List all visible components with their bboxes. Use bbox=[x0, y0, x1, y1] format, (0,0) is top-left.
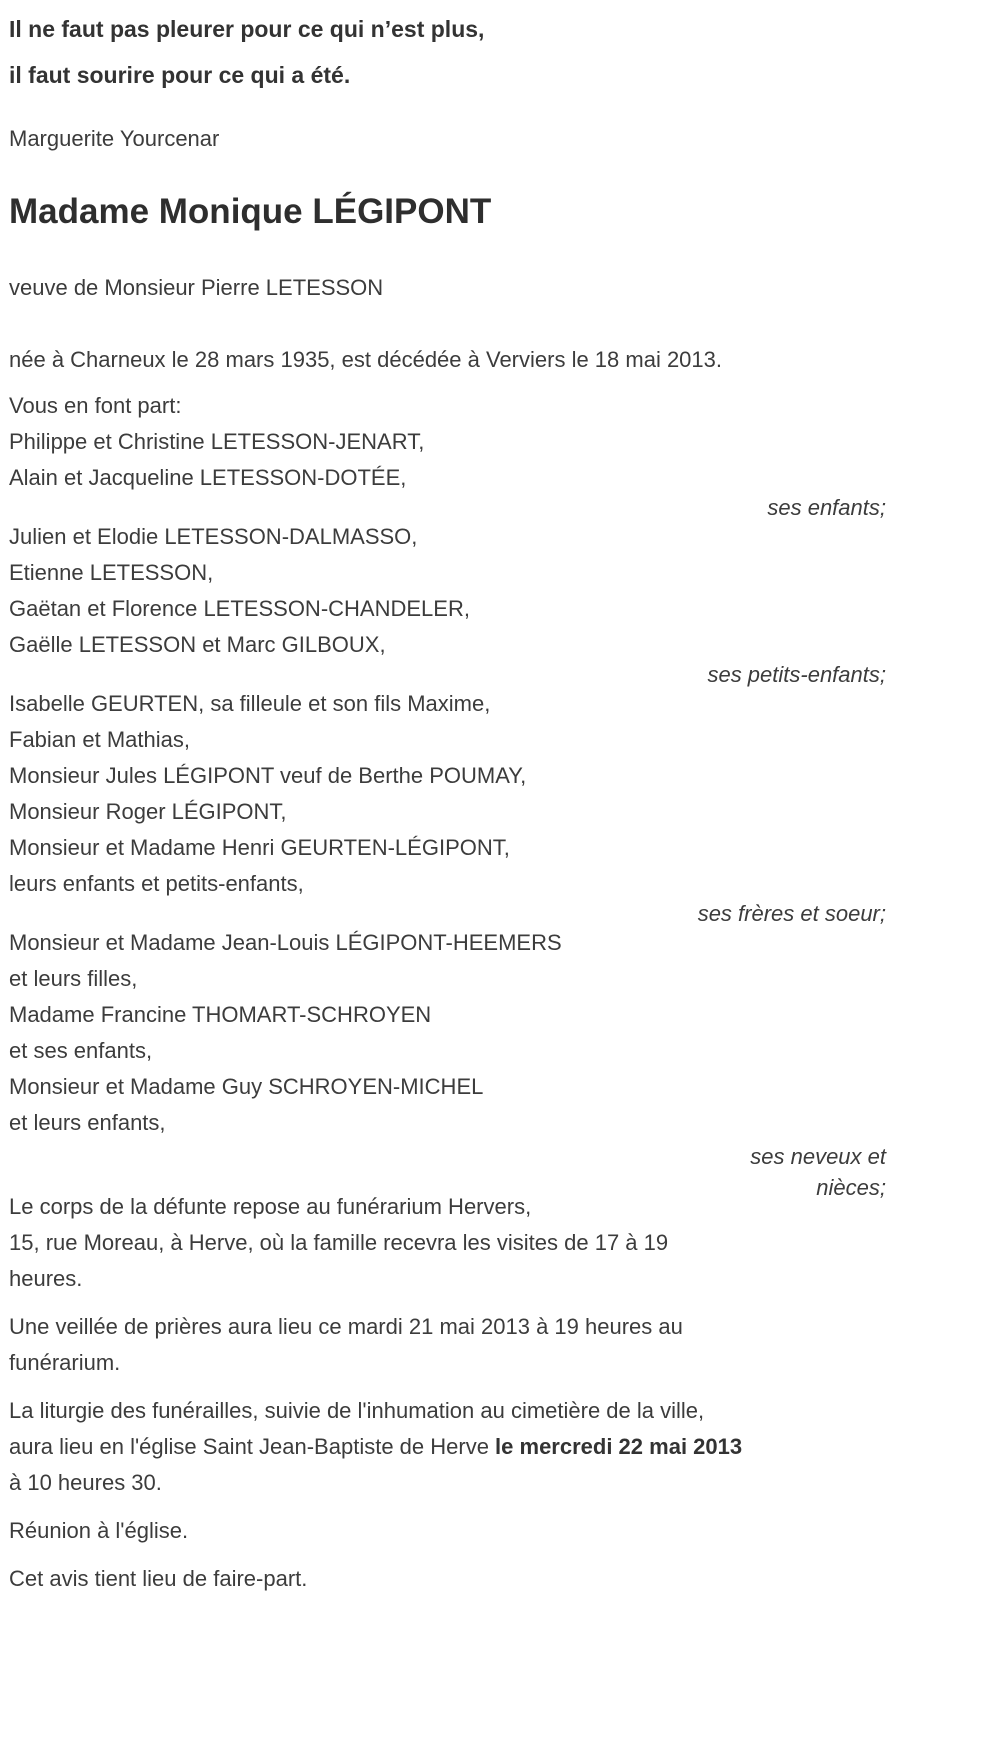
life-dates-line: née à Charneux le 28 mars 1935, est décédée à Verviers le 18 mai 2013. bbox=[9, 347, 723, 372]
family-member-line: Monsieur et Madame Henri GEURTEN-LÉGIPONT, bbox=[9, 835, 510, 860]
quote-line-2: il faut sourire pour ce qui a été. bbox=[9, 62, 351, 88]
family-member-line: Alain et Jacqueline LETESSON-DOTÉE, bbox=[9, 465, 407, 490]
family-member-line: et leurs enfants, bbox=[9, 1110, 166, 1135]
repose-line: 15, rue Moreau, à Herve, où la famille recevra les visites de 17 à 19 bbox=[9, 1230, 669, 1255]
liturgy-line: à 10 heures 30. bbox=[9, 1470, 162, 1495]
family-group-siblings bbox=[9, 686, 886, 925]
repose-line: Le corps de la défunte repose au funérarium Hervers, bbox=[9, 1194, 532, 1219]
family-member-line: Monsieur et Madame Guy SCHROYEN-MICHEL bbox=[9, 1074, 484, 1099]
funeral-date: le mercredi 22 mai 2013 bbox=[495, 1434, 743, 1459]
liturgy-line: La liturgie des funérailles, suivie de l'inhumation au cimetière de la ville, bbox=[9, 1398, 705, 1423]
family-member-line: Monsieur Roger LÉGIPONT, bbox=[9, 799, 287, 824]
relation-label-siblings: ses frères et soeur; bbox=[697, 901, 886, 926]
family-member-line: Monsieur et Madame Jean-Louis LÉGIPONT-HEEMERS bbox=[9, 930, 562, 955]
family-member-line: Gaëtan et Florence LETESSON-CHANDELER, bbox=[9, 596, 470, 621]
family-member-line: Philippe et Christine LETESSON-JENART, bbox=[9, 429, 425, 454]
family-group-nephews-nieces bbox=[9, 925, 886, 1203]
relation-line-2: nièces; bbox=[816, 1175, 886, 1200]
quote-line-1: Il ne faut pas pleurer pour ce qui n’est plus, bbox=[9, 16, 485, 42]
repose-line: heures. bbox=[9, 1266, 83, 1291]
notice-line: Cet avis tient lieu de faire-part. bbox=[9, 1566, 308, 1591]
family-member-line: Fabian et Mathias, bbox=[9, 727, 190, 752]
family-member-line: et leurs filles, bbox=[9, 966, 138, 991]
liturgy-line-normal: aura lieu en l'église Saint Jean-Baptiste de Herve bbox=[9, 1434, 496, 1459]
widow-of-line: veuve de Monsieur Pierre LETESSON bbox=[9, 275, 384, 300]
family-member-line: et ses enfants, bbox=[9, 1038, 153, 1063]
liturgy-line bbox=[9, 1429, 886, 1465]
announcement-intro: Vous en font part: bbox=[9, 393, 182, 418]
vigil-paragraph bbox=[9, 1309, 886, 1381]
relation-line-1: ses neveux et bbox=[750, 1144, 886, 1169]
family-member-line: Gaëlle LETESSON et Marc GILBOUX, bbox=[9, 632, 386, 657]
family-group-children bbox=[9, 424, 886, 519]
family-member-line: Isabelle GEURTEN, sa filleule et son fils Maxime, bbox=[9, 691, 491, 716]
vigil-line: funérarium. bbox=[9, 1350, 121, 1375]
family-member-line: Madame Francine THOMART-SCHROYEN bbox=[9, 1002, 432, 1027]
family-member-line: leurs enfants et petits-enfants, bbox=[9, 871, 304, 896]
deceased-name: Madame Monique LÉGIPONT bbox=[9, 192, 492, 231]
family-member-line: Etienne LETESSON, bbox=[9, 560, 214, 585]
reunion-line: Réunion à l'église. bbox=[9, 1518, 189, 1543]
relation-label-children: ses enfants; bbox=[767, 495, 886, 520]
family-member-line: Monsieur Jules LÉGIPONT veuf de Berthe POUMAY, bbox=[9, 763, 527, 788]
family-group-grandchildren bbox=[9, 519, 886, 686]
repose-paragraph bbox=[9, 1189, 886, 1297]
family-member-line: Julien et Elodie LETESSON-DALMASSO, bbox=[9, 524, 418, 549]
liturgy-paragraph bbox=[9, 1393, 886, 1501]
vigil-line: Une veillée de prières aura lieu ce mardi 21 mai 2013 à 19 heures au bbox=[9, 1314, 683, 1339]
opening-quote bbox=[9, 6, 886, 98]
quote-author: Marguerite Yourcenar bbox=[9, 126, 220, 151]
relation-label-grandchildren: ses petits-enfants; bbox=[707, 662, 886, 687]
